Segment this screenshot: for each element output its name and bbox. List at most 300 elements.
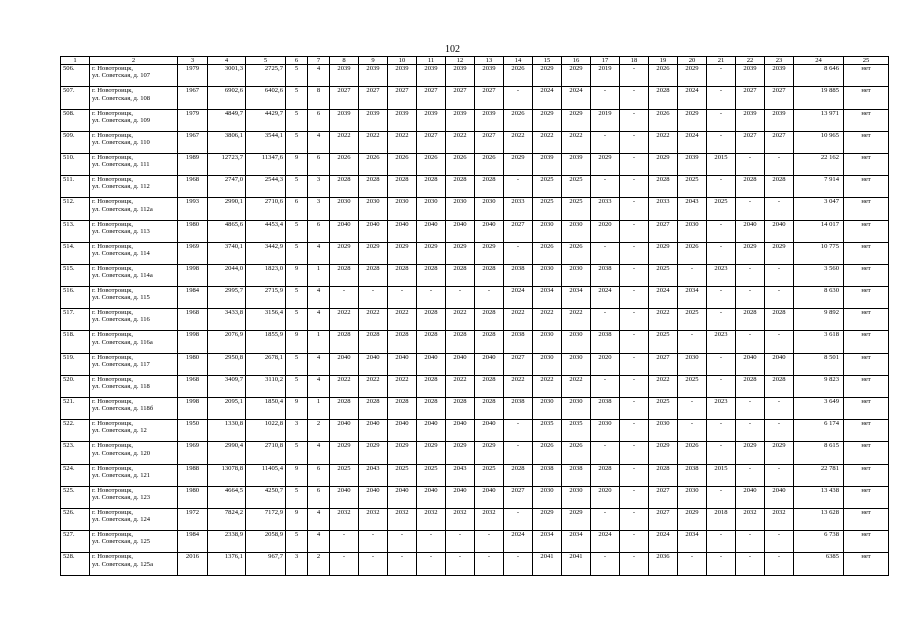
- row-number: 513.: [61, 220, 90, 242]
- cell-col-24: 22 781: [794, 464, 844, 486]
- cell-col-6: 9: [286, 508, 308, 530]
- cell-col-19: 2026: [649, 65, 678, 87]
- cell-col-9: -: [359, 553, 388, 575]
- cell-col-16: 2022: [562, 375, 591, 397]
- cell-col-4: 3001,3: [208, 65, 246, 87]
- column-header-8: 8: [330, 57, 359, 65]
- column-header-14: 14: [504, 57, 533, 65]
- cell-col-3: 1979: [178, 65, 208, 87]
- cell-col-22: 2028: [736, 309, 765, 331]
- cell-col-12: 2028: [446, 331, 475, 353]
- cell-col-25: нет: [844, 309, 889, 331]
- address-city: г. Новотроицк,: [92, 353, 134, 361]
- cell-col-4: 1330,8: [208, 420, 246, 442]
- cell-col-10: 2028: [388, 264, 417, 286]
- cell-col-7: 4: [308, 242, 330, 264]
- address-cell: [90, 131, 178, 153]
- table-row: [61, 486, 889, 508]
- cell-col-17: -: [591, 553, 620, 575]
- cell-col-5: 3110,2: [246, 375, 286, 397]
- cell-col-4: 2095,1: [208, 398, 246, 420]
- cell-col-4: 3433,8: [208, 309, 246, 331]
- cell-col-12: 2022: [446, 309, 475, 331]
- cell-col-4: 2338,9: [208, 531, 246, 553]
- address-cell: [90, 442, 178, 464]
- cell-col-4: 2076,9: [208, 331, 246, 353]
- cell-col-15: 2029: [533, 65, 562, 87]
- cell-col-7: 8: [308, 87, 330, 109]
- cell-col-22: 2029: [736, 242, 765, 264]
- cell-col-9: 2032: [359, 508, 388, 530]
- cell-col-8: 2028: [330, 264, 359, 286]
- cell-col-10: 2025: [388, 464, 417, 486]
- cell-col-11: -: [417, 553, 446, 575]
- cell-col-25: нет: [844, 153, 889, 175]
- cell-col-23: 2032: [765, 508, 794, 530]
- cell-col-17: -: [591, 176, 620, 198]
- cell-col-12: 2039: [446, 109, 475, 131]
- cell-col-11: 2030: [417, 198, 446, 220]
- cell-col-6: 5: [286, 65, 308, 87]
- cell-col-23: -: [765, 331, 794, 353]
- cell-col-10: 2040: [388, 220, 417, 242]
- column-header-9: 9: [359, 57, 388, 65]
- cell-col-12: 2040: [446, 353, 475, 375]
- cell-col-6: 5: [286, 442, 308, 464]
- cell-col-22: -: [736, 153, 765, 175]
- row-number: 508.: [61, 109, 90, 131]
- cell-col-16: 2034: [562, 287, 591, 309]
- cell-col-20: -: [678, 398, 707, 420]
- cell-col-8: 2027: [330, 87, 359, 109]
- cell-col-10: 2040: [388, 486, 417, 508]
- cell-col-10: 2022: [388, 375, 417, 397]
- cell-col-16: 2030: [562, 353, 591, 375]
- cell-col-3: 1988: [178, 464, 208, 486]
- cell-col-24: 3 618: [794, 331, 844, 353]
- cell-col-10: 2027: [388, 87, 417, 109]
- cell-col-11: 2040: [417, 420, 446, 442]
- cell-col-9: 2040: [359, 353, 388, 375]
- table-row: [61, 109, 889, 131]
- row-number: 522.: [61, 420, 90, 442]
- cell-col-23: 2028: [765, 309, 794, 331]
- cell-col-17: -: [591, 131, 620, 153]
- address-city: г. Новотроицк,: [92, 242, 134, 250]
- cell-col-4: 2990,4: [208, 442, 246, 464]
- cell-col-17: 2019: [591, 109, 620, 131]
- cell-col-13: 2027: [475, 131, 504, 153]
- row-number: 523.: [61, 442, 90, 464]
- cell-col-7: 4: [308, 442, 330, 464]
- address-city: г. Новотроицк,: [92, 375, 134, 383]
- cell-col-13: 2028: [475, 331, 504, 353]
- table-row: [61, 153, 889, 175]
- cell-col-22: -: [736, 198, 765, 220]
- cell-col-16: 2030: [562, 331, 591, 353]
- cell-col-24: 19 885: [794, 87, 844, 109]
- cell-col-25: нет: [844, 220, 889, 242]
- cell-col-3: 1984: [178, 531, 208, 553]
- cell-col-16: 2024: [562, 87, 591, 109]
- cell-col-18: -: [620, 176, 649, 198]
- row-number: 528.: [61, 553, 90, 575]
- address-street: ул. Советская, д. 112а: [92, 205, 153, 213]
- cell-col-7: 6: [308, 486, 330, 508]
- cell-col-16: 2026: [562, 242, 591, 264]
- cell-col-23: 2040: [765, 220, 794, 242]
- cell-col-9: 2028: [359, 398, 388, 420]
- cell-col-4: 3806,1: [208, 131, 246, 153]
- cell-col-19: 2027: [649, 220, 678, 242]
- address-cell: [90, 198, 178, 220]
- cell-col-20: 2030: [678, 353, 707, 375]
- row-number: 526.: [61, 508, 90, 530]
- cell-col-13: 2026: [475, 153, 504, 175]
- cell-col-11: 2028: [417, 264, 446, 286]
- cell-col-10: 2040: [388, 420, 417, 442]
- cell-col-11: 2039: [417, 109, 446, 131]
- cell-col-22: 2028: [736, 176, 765, 198]
- cell-col-13: -: [475, 287, 504, 309]
- address-street: ул. Советская, д. 121: [92, 471, 151, 479]
- cell-col-10: 2026: [388, 153, 417, 175]
- cell-col-16: 2030: [562, 398, 591, 420]
- cell-col-6: 3: [286, 553, 308, 575]
- cell-col-3: 1968: [178, 309, 208, 331]
- cell-col-19: 2025: [649, 398, 678, 420]
- cell-col-5: 3442,9: [246, 242, 286, 264]
- cell-col-12: 2040: [446, 220, 475, 242]
- cell-col-15: 2035: [533, 420, 562, 442]
- cell-col-13: 2040: [475, 486, 504, 508]
- address-cell: [90, 287, 178, 309]
- address-street: ул. Советская, д. 116а: [92, 338, 153, 346]
- column-header-21: 21: [707, 57, 736, 65]
- cell-col-16: 2030: [562, 220, 591, 242]
- cell-col-8: 2040: [330, 420, 359, 442]
- cell-col-25: нет: [844, 420, 889, 442]
- cell-col-21: -: [707, 553, 736, 575]
- cell-col-25: нет: [844, 264, 889, 286]
- cell-col-21: -: [707, 420, 736, 442]
- cell-col-12: 2027: [446, 87, 475, 109]
- table-row: [61, 131, 889, 153]
- cell-col-3: 1967: [178, 87, 208, 109]
- address-cell: [90, 242, 178, 264]
- cell-col-15: 2029: [533, 109, 562, 131]
- cell-col-25: нет: [844, 65, 889, 87]
- cell-col-14: 2027: [504, 220, 533, 242]
- cell-col-7: 1: [308, 264, 330, 286]
- cell-col-16: 2029: [562, 65, 591, 87]
- cell-col-9: 2026: [359, 153, 388, 175]
- cell-col-16: 2022: [562, 131, 591, 153]
- cell-col-3: 1969: [178, 242, 208, 264]
- cell-col-23: 2028: [765, 176, 794, 198]
- cell-col-12: -: [446, 531, 475, 553]
- cell-col-14: -: [504, 442, 533, 464]
- cell-col-15: 2025: [533, 198, 562, 220]
- cell-col-19: 2028: [649, 87, 678, 109]
- row-number: 525.: [61, 486, 90, 508]
- cell-col-5: 3156,4: [246, 309, 286, 331]
- cell-col-24: 8 646: [794, 65, 844, 87]
- cell-col-25: нет: [844, 331, 889, 353]
- cell-col-15: 2026: [533, 242, 562, 264]
- cell-col-19: 2024: [649, 287, 678, 309]
- cell-col-7: 1: [308, 331, 330, 353]
- cell-col-12: 2043: [446, 464, 475, 486]
- cell-col-21: -: [707, 220, 736, 242]
- cell-col-22: 2040: [736, 486, 765, 508]
- address-city: г. Новотроицк,: [92, 331, 134, 339]
- cell-col-23: 2039: [765, 109, 794, 131]
- address-street: ул. Советская, д. 112: [92, 183, 150, 191]
- cell-col-21: -: [707, 375, 736, 397]
- cell-col-7: 6: [308, 464, 330, 486]
- cell-col-19: 2029: [649, 153, 678, 175]
- cell-col-22: 2039: [736, 109, 765, 131]
- cell-col-4: 2747,0: [208, 176, 246, 198]
- cell-col-22: -: [736, 464, 765, 486]
- column-header-11: 11: [417, 57, 446, 65]
- address-street: ул. Советская, д. 116: [92, 316, 150, 324]
- cell-col-14: 2024: [504, 287, 533, 309]
- address-city: г. Новотроицк,: [92, 486, 134, 494]
- cell-col-21: 2015: [707, 153, 736, 175]
- cell-col-25: нет: [844, 109, 889, 131]
- cell-col-10: -: [388, 287, 417, 309]
- cell-col-15: 2030: [533, 331, 562, 353]
- column-header-3: 3: [178, 57, 208, 65]
- cell-col-11: 2026: [417, 153, 446, 175]
- cell-col-21: 2018: [707, 508, 736, 530]
- row-number: 512.: [61, 198, 90, 220]
- cell-col-9: 2022: [359, 309, 388, 331]
- address-street: ул. Советская, д. 114а: [92, 272, 153, 280]
- address-street: ул. Советская, д. 107: [92, 72, 151, 80]
- address-city: г. Новотроицк,: [92, 87, 134, 95]
- cell-col-23: -: [765, 464, 794, 486]
- cell-col-8: 2030: [330, 198, 359, 220]
- cell-col-6: 5: [286, 531, 308, 553]
- cell-col-22: -: [736, 287, 765, 309]
- cell-col-9: 2039: [359, 65, 388, 87]
- cell-col-19: 2026: [649, 109, 678, 131]
- cell-col-9: 2040: [359, 420, 388, 442]
- cell-col-15: 2022: [533, 131, 562, 153]
- address-cell: [90, 464, 178, 486]
- column-header-10: 10: [388, 57, 417, 65]
- table-body: [61, 65, 889, 575]
- cell-col-11: 2025: [417, 464, 446, 486]
- table-row: [61, 198, 889, 220]
- cell-col-6: 9: [286, 398, 308, 420]
- cell-col-10: 2022: [388, 131, 417, 153]
- cell-col-16: 2034: [562, 531, 591, 553]
- cell-col-10: -: [388, 531, 417, 553]
- cell-col-17: 2024: [591, 531, 620, 553]
- cell-col-5: 4429,7: [246, 109, 286, 131]
- column-header-23: 23: [765, 57, 794, 65]
- cell-col-15: 2030: [533, 264, 562, 286]
- cell-col-23: -: [765, 420, 794, 442]
- cell-col-7: 4: [308, 375, 330, 397]
- cell-col-23: 2040: [765, 486, 794, 508]
- cell-col-20: -: [678, 553, 707, 575]
- cell-col-20: 2025: [678, 375, 707, 397]
- cell-col-18: -: [620, 442, 649, 464]
- cell-col-19: 2022: [649, 309, 678, 331]
- cell-col-23: 2027: [765, 87, 794, 109]
- cell-col-16: 2025: [562, 176, 591, 198]
- address-city: г. Новотроицк,: [92, 464, 134, 472]
- cell-col-3: 2016: [178, 553, 208, 575]
- row-number: 509.: [61, 131, 90, 153]
- cell-col-21: -: [707, 87, 736, 109]
- cell-col-7: 4: [308, 508, 330, 530]
- cell-col-16: 2029: [562, 109, 591, 131]
- cell-col-8: 2039: [330, 65, 359, 87]
- cell-col-11: 2028: [417, 375, 446, 397]
- cell-col-20: 2039: [678, 153, 707, 175]
- cell-col-9: -: [359, 287, 388, 309]
- cell-col-9: 2028: [359, 331, 388, 353]
- address-street: ул. Советская, д. 123: [92, 493, 151, 501]
- cell-col-15: 2034: [533, 531, 562, 553]
- cell-col-18: -: [620, 331, 649, 353]
- address-street: ул. Советская, д. 12: [92, 427, 147, 435]
- cell-col-7: 6: [308, 220, 330, 242]
- cell-col-9: 2028: [359, 176, 388, 198]
- cell-col-7: 2: [308, 553, 330, 575]
- cell-col-4: 2995,7: [208, 287, 246, 309]
- cell-col-11: -: [417, 287, 446, 309]
- cell-col-22: 2027: [736, 87, 765, 109]
- cell-col-22: -: [736, 420, 765, 442]
- column-header-15: 15: [533, 57, 562, 65]
- cell-col-19: 2027: [649, 353, 678, 375]
- cell-col-21: 2025: [707, 198, 736, 220]
- row-number: 506.: [61, 65, 90, 87]
- cell-col-21: -: [707, 353, 736, 375]
- cell-col-22: -: [736, 531, 765, 553]
- cell-col-14: 2022: [504, 309, 533, 331]
- cell-col-10: 2039: [388, 65, 417, 87]
- cell-col-11: 2032: [417, 508, 446, 530]
- cell-col-14: 2028: [504, 464, 533, 486]
- cell-col-20: 2024: [678, 87, 707, 109]
- cell-col-14: 2038: [504, 331, 533, 353]
- cell-col-5: 2678,1: [246, 353, 286, 375]
- cell-col-13: 2040: [475, 353, 504, 375]
- cell-col-7: 4: [308, 353, 330, 375]
- address-city: г. Новотроицк,: [92, 220, 134, 228]
- row-number: 514.: [61, 242, 90, 264]
- table-row: [61, 398, 889, 420]
- cell-col-4: 2044,0: [208, 264, 246, 286]
- cell-col-20: 2025: [678, 176, 707, 198]
- cell-col-14: -: [504, 176, 533, 198]
- cell-col-21: -: [707, 176, 736, 198]
- cell-col-3: 1967: [178, 131, 208, 153]
- cell-col-6: 9: [286, 331, 308, 353]
- cell-col-6: 9: [286, 264, 308, 286]
- cell-col-7: 4: [308, 531, 330, 553]
- cell-col-12: 2028: [446, 176, 475, 198]
- cell-col-16: 2041: [562, 553, 591, 575]
- cell-col-24: 6 738: [794, 531, 844, 553]
- cell-col-19: 2027: [649, 486, 678, 508]
- cell-col-19: 2028: [649, 176, 678, 198]
- cell-col-12: 2030: [446, 198, 475, 220]
- cell-col-25: нет: [844, 553, 889, 575]
- address-cell: [90, 87, 178, 109]
- cell-col-9: 2022: [359, 375, 388, 397]
- cell-col-20: 2030: [678, 486, 707, 508]
- cell-col-6: 5: [286, 109, 308, 131]
- cell-col-5: 1823,0: [246, 264, 286, 286]
- cell-col-23: -: [765, 153, 794, 175]
- table-row: [61, 309, 889, 331]
- cell-col-23: 2029: [765, 442, 794, 464]
- cell-col-23: 2027: [765, 131, 794, 153]
- row-number: 527.: [61, 531, 90, 553]
- cell-col-24: 3 649: [794, 398, 844, 420]
- cell-col-13: 2039: [475, 109, 504, 131]
- cell-col-5: 2715,9: [246, 287, 286, 309]
- cell-col-21: 2023: [707, 331, 736, 353]
- address-cell: [90, 353, 178, 375]
- cell-col-21: 2023: [707, 264, 736, 286]
- cell-col-3: 1980: [178, 486, 208, 508]
- cell-col-18: -: [620, 531, 649, 553]
- cell-col-15: 2026: [533, 442, 562, 464]
- cell-col-13: 2030: [475, 198, 504, 220]
- column-header-12: 12: [446, 57, 475, 65]
- cell-col-6: 5: [286, 375, 308, 397]
- cell-col-21: -: [707, 486, 736, 508]
- cell-col-8: -: [330, 287, 359, 309]
- cell-col-25: нет: [844, 242, 889, 264]
- cell-col-15: 2024: [533, 87, 562, 109]
- cell-col-18: -: [620, 508, 649, 530]
- column-header-5: 5: [246, 57, 286, 65]
- cell-col-24: 7 914: [794, 176, 844, 198]
- cell-col-4: 13078,8: [208, 464, 246, 486]
- address-city: г. Новотроицк,: [92, 264, 134, 272]
- table-row: [61, 353, 889, 375]
- cell-col-11: -: [417, 531, 446, 553]
- cell-col-13: 2040: [475, 220, 504, 242]
- cell-col-19: 2027: [649, 508, 678, 530]
- cell-col-8: 2028: [330, 331, 359, 353]
- cell-col-20: 2029: [678, 65, 707, 87]
- cell-col-10: 2039: [388, 109, 417, 131]
- cell-col-13: 2027: [475, 87, 504, 109]
- address-street: ул. Советская, д. 118б: [92, 405, 154, 413]
- cell-col-24: 14 017: [794, 220, 844, 242]
- cell-col-17: 2029: [591, 153, 620, 175]
- column-header-4: 4: [208, 57, 246, 65]
- cell-col-22: 2028: [736, 375, 765, 397]
- cell-col-18: -: [620, 242, 649, 264]
- address-cell: [90, 153, 178, 175]
- cell-col-17: -: [591, 309, 620, 331]
- address-city: г. Новотроицк,: [92, 287, 134, 295]
- cell-col-24: 3 560: [794, 264, 844, 286]
